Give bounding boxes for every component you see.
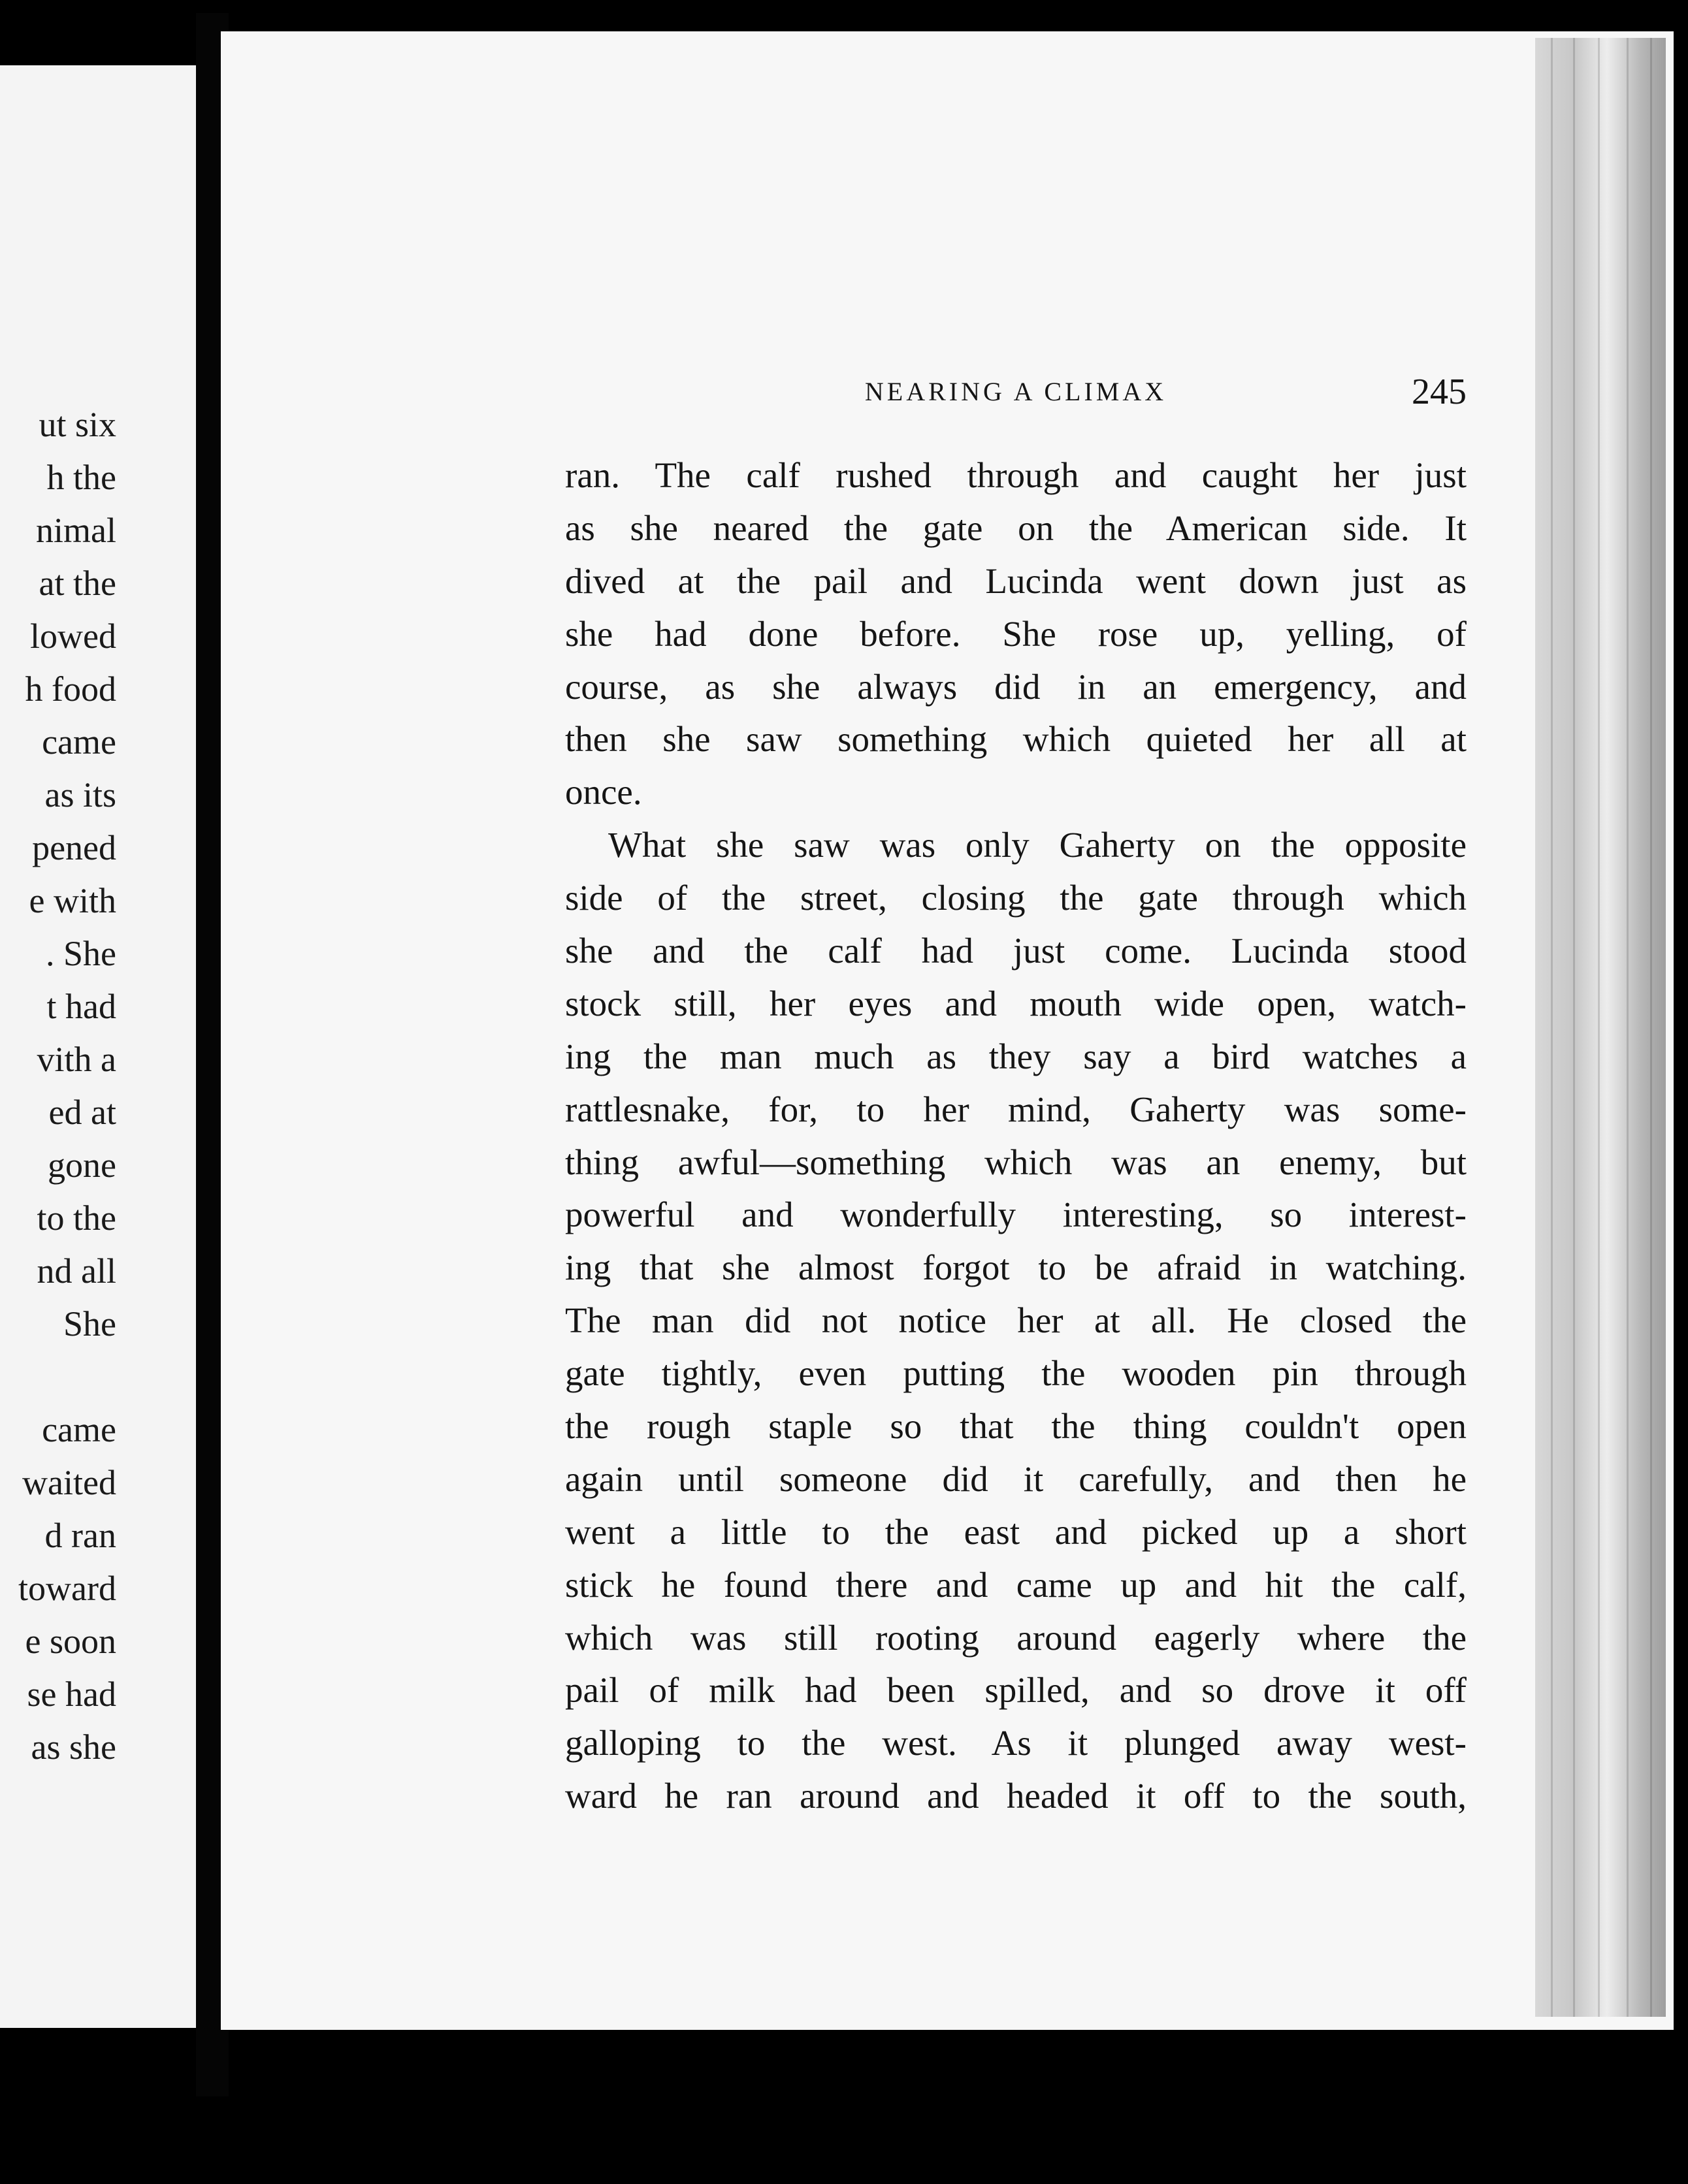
- text-line: went a little to the east and picked up a short: [565, 1511, 1467, 1552]
- facing-line: e with: [29, 881, 116, 920]
- running-head: [565, 371, 1467, 413]
- facing-line: toward: [18, 1569, 116, 1608]
- text-line: as she neared the gate on the American side. It: [565, 507, 1467, 548]
- text-line: side of the street, closing the gate through which: [565, 878, 1467, 918]
- chapter-title: NEARING A CLIMAX: [864, 377, 1167, 406]
- text-line: thing awful—something which was an enemy, but: [565, 1142, 1467, 1182]
- facing-page-left: [0, 65, 196, 2028]
- facing-line: t had: [46, 987, 116, 1026]
- text-line: dived at the pail and Lucinda went down just as: [565, 560, 1467, 601]
- text-line: once.: [565, 772, 642, 812]
- text-line: again until someone did it carefully, and then he: [565, 1458, 1467, 1499]
- text-line: the rough staple so that the thing couldn't open: [565, 1406, 1467, 1447]
- text-line: rattlesnake, for, to her mind, Gaherty was some-: [565, 1089, 1467, 1129]
- text-line: pail of milk had been spilled, and so drove it off: [565, 1670, 1467, 1710]
- text-line: which was still rooting around eagerly where the: [565, 1617, 1467, 1658]
- page-edge-stack: [1535, 38, 1666, 2017]
- facing-line: lowed: [30, 617, 116, 656]
- facing-line: as its: [44, 775, 116, 814]
- text-line: stock still, her eyes and mouth wide open, watch-: [565, 983, 1467, 1023]
- text-line: ran. The calf rushed through and caught her just: [565, 455, 1467, 495]
- facing-line: nd all: [37, 1251, 116, 1291]
- text-line: she had done before. She rose up, yelling, of: [565, 613, 1467, 654]
- facing-line: h the: [46, 458, 116, 497]
- text-line: gate tightly, even putting the wooden pin through: [565, 1353, 1467, 1394]
- text-line: ing the man much as they say a bird watches a: [565, 1036, 1467, 1076]
- text-line: she and the calf had just come. Lucinda stood: [565, 931, 1467, 971]
- facing-line: ut six: [39, 405, 116, 444]
- text-line: course, as she always did in an emergency, and: [565, 666, 1467, 707]
- text-line: The man did not notice her at all. He closed the: [565, 1300, 1467, 1341]
- facing-line: e soon: [25, 1622, 116, 1661]
- text-line: ward he ran around and headed it off to the south,: [565, 1776, 1467, 1816]
- facing-line: . She: [46, 934, 116, 973]
- text-line: stick he found there and came up and hit the calf,: [565, 1564, 1467, 1605]
- facing-line: d ran: [44, 1516, 116, 1555]
- facing-line: h food: [25, 669, 116, 709]
- facing-line: nimal: [36, 511, 116, 550]
- facing-line: to the: [37, 1198, 116, 1238]
- facing-line: gone: [48, 1146, 116, 1185]
- facing-line: at the: [39, 564, 116, 603]
- text-line: galloping to the west. As it plunged away west-: [565, 1723, 1467, 1763]
- facing-line: came: [42, 1410, 116, 1449]
- facing-line: came: [42, 722, 116, 762]
- text-line: What she saw was only Gaherty on the opposite: [608, 825, 1467, 865]
- text-line: then she saw something which quieted her all at: [565, 719, 1467, 760]
- facing-line: se had: [27, 1675, 116, 1714]
- facing-line: pened: [32, 828, 116, 867]
- text-line: powerful and wonderfully interesting, so interest-: [565, 1195, 1467, 1235]
- page-number: 245: [1412, 372, 1467, 412]
- page-245: [221, 31, 1674, 2030]
- facing-line: as she: [31, 1727, 116, 1767]
- facing-line: vith a: [37, 1040, 116, 1079]
- facing-line: waited: [22, 1463, 116, 1502]
- body-text: [565, 449, 1467, 1823]
- text-line: ing that she almost forgot to be afraid in watching.: [565, 1247, 1467, 1288]
- facing-line: ed at: [48, 1093, 116, 1132]
- facing-line: She: [63, 1304, 116, 1343]
